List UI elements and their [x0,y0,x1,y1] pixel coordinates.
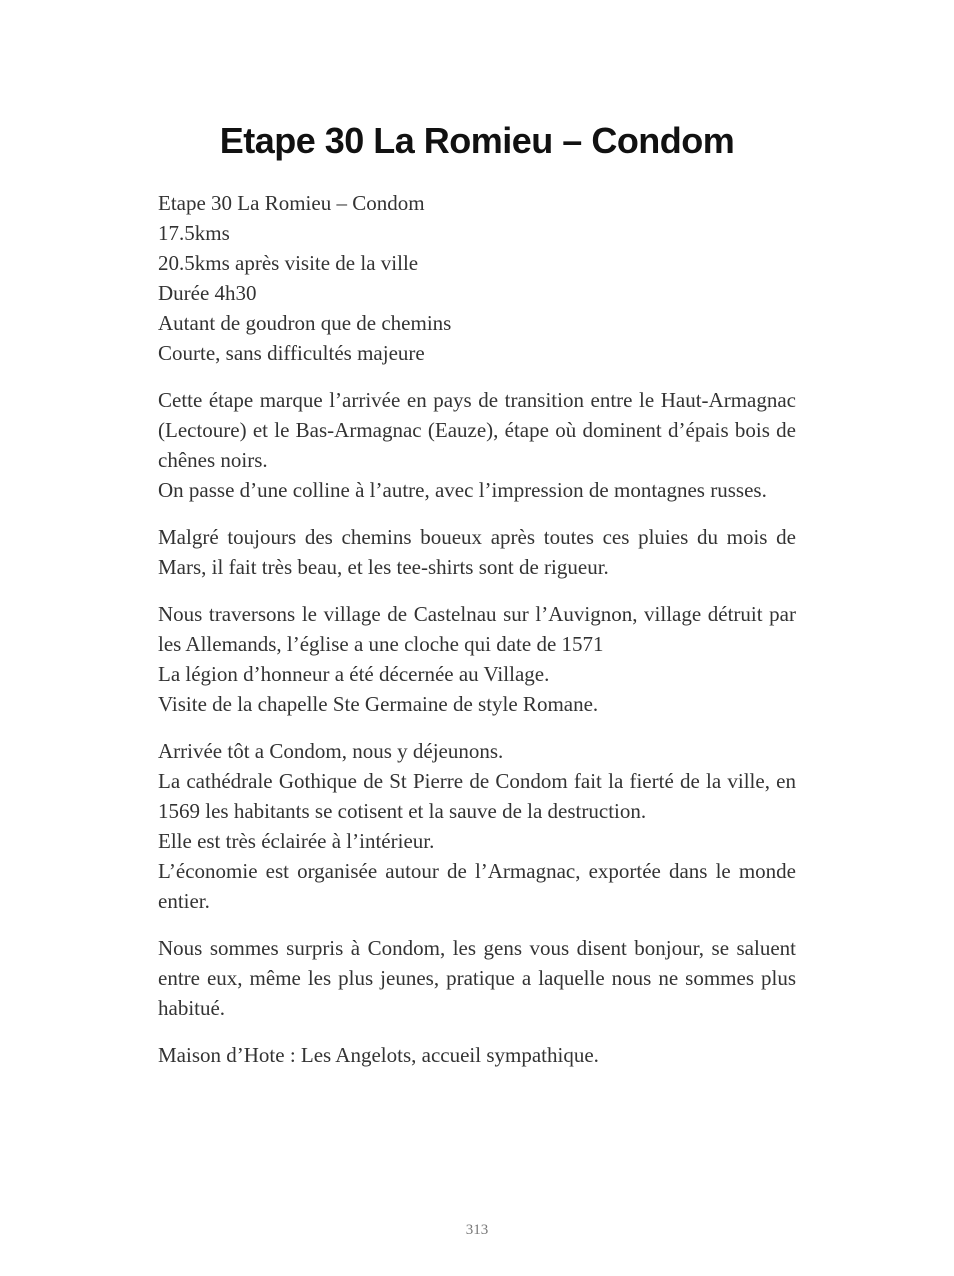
summary-line-distance: 17.5kms [158,221,230,245]
paragraph: La cathédrale Gothique de St Pierre de Condom fait la fierté de la ville, en 1569 les habitants se cotisent et la sauve de la destruction. [158,769,796,823]
paragraph-block-1 [158,385,796,505]
summary-line-distance-with-visit: 20.5kms après visite de la ville [158,251,419,275]
paragraph: Elle est très éclairée à l’intérieur. [158,829,435,853]
paragraph-block-2 [158,522,796,582]
summary-line-difficulty: Courte, sans difficultés majeure [158,341,425,365]
paragraph-block-3 [158,599,796,719]
document-body [158,188,796,1087]
page-number: 313 [465,1222,489,1238]
paragraph: La légion d’honneur a été décernée au Village. [158,662,550,686]
stage-summary [158,188,796,368]
paragraph: Nous sommes surpris à Condom, les gens vous disent bonjour, se saluent entre eux, même les plus jeunes, pratique a laquelle nous ne sommes plus habitué. [158,936,796,1020]
paragraph: Nous traversons le village de Castelnau sur l’Auvignon, village détruit par les Allemands, l’église a une cloche qui date de 1571 [158,602,796,656]
summary-line-stage: Etape 30 La Romieu – Condom [158,191,425,215]
paragraph: On passe d’une colline à l’autre, avec l’impression de montagnes russes. [158,478,767,502]
page-title: Etape 30 La Romieu – Condom [219,120,735,161]
paragraph: Malgré toujours des chemins boueux après toutes ces pluies du mois de Mars, il fait très beau, et les tee-shirts sont de rigueur. [158,525,796,579]
paragraph: Maison d’Hote : Les Angelots, accueil sympathique. [158,1043,599,1067]
paragraph-block-4 [158,736,796,916]
summary-line-terrain: Autant de goudron que de chemins [158,311,452,335]
summary-line-duration: Durée 4h30 [158,281,257,305]
paragraph-block-6 [158,1040,796,1070]
paragraph: Visite de la chapelle Ste Germaine de style Romane. [158,692,599,716]
paragraph: Arrivée tôt a Condom, nous y déjeunons. [158,739,504,763]
paragraph-block-5 [158,933,796,1023]
paragraph: Cette étape marque l’arrivée en pays de transition entre le Haut-Armagnac (Lectoure) et le Bas-Armagnac (Eauze), étape où dominent d’épais bois de chênes noirs. [158,388,796,472]
paragraph: L’économie est organisée autour de l’Armagnac, exportée dans le monde entier. [158,859,796,913]
